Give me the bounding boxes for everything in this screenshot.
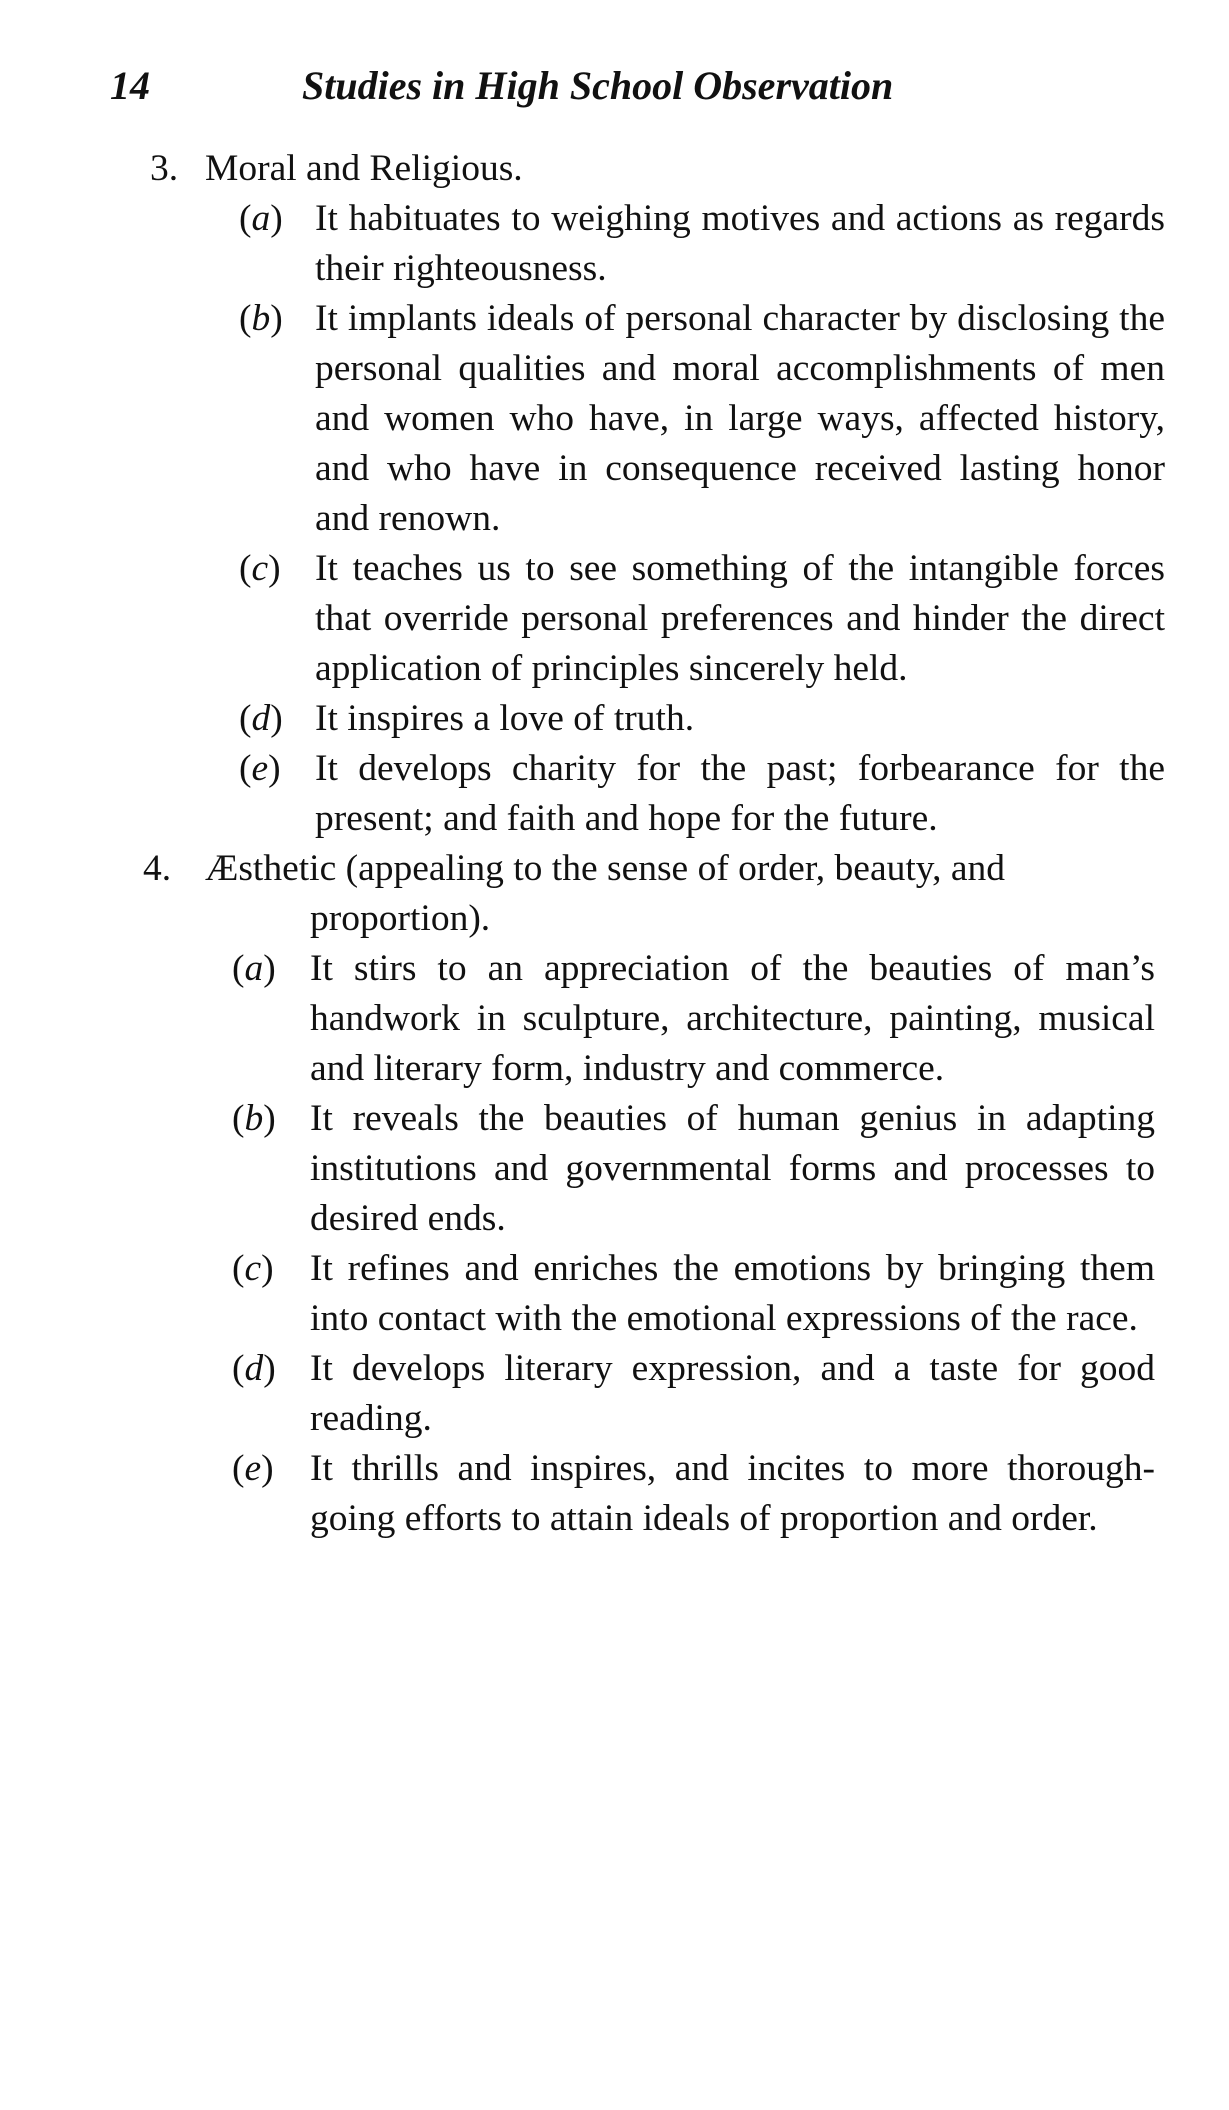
item-text: It implants ideals of personal character by disclosing the personal qualities and moral accomplishments of men and women who have, in large ways, affected history, and who have in consequence received lasting honor and renown.: [315, 298, 1165, 539]
item-label: (b): [232, 1098, 276, 1139]
item-text: It thrills and inspires, and incites to more thorough-going efforts to attain ideals of proportion and order.: [310, 1448, 1155, 1539]
list-item: [239, 294, 1165, 544]
item-label: (b): [239, 298, 283, 339]
item-label: (e): [239, 748, 281, 789]
item-text: It develops charity for the past; forbearance for the present; and faith and hope for the future.: [315, 748, 1165, 839]
section-number: 3.: [150, 148, 179, 189]
item-label: (c): [232, 1248, 274, 1289]
item-label: (a): [239, 198, 283, 239]
list-item: [232, 1244, 1155, 1344]
section-aesthetic: [0, 844, 1165, 1544]
list-item: [232, 944, 1155, 1094]
item-text: It develops literary expression, and a taste for good reading.: [310, 1348, 1155, 1439]
running-title: Studies in High School Observation: [302, 63, 894, 108]
list-item: [232, 1444, 1155, 1544]
item-text: It refines and enriches the emotions by bringing them into contact with the emotional expressions of the race.: [310, 1248, 1155, 1339]
item-label: (c): [239, 548, 281, 589]
item-label: (d): [239, 698, 283, 739]
section-heading: Æsthetic (appealing to the sense of order, beauty, and proportion).: [205, 848, 1005, 939]
page-number: 14: [110, 63, 150, 108]
item-text: It teaches us to see something of the intangible forces that override personal preferences and hinder the direct application of principles sincerely held.: [315, 548, 1165, 689]
list-item: [232, 1344, 1155, 1444]
item-text: It habituates to weighing motives and actions as regards their righteousness.: [315, 198, 1165, 289]
list-item: [239, 544, 1165, 694]
running-head: [110, 56, 1110, 116]
body-text: [0, 144, 1229, 1544]
section-moral-religious: [0, 144, 1165, 844]
list-item: [239, 744, 1165, 844]
list-item: [239, 194, 1165, 294]
item-text: It stirs to an appreciation of the beauties of man’s handwork in sculpture, architecture, painting, musical and literary form, industry and commerce.: [310, 948, 1155, 1089]
section-heading: Moral and Religious.: [205, 148, 523, 189]
list-item: [239, 694, 1165, 744]
item-label: (d): [232, 1348, 276, 1389]
item-label: (a): [232, 948, 276, 989]
list-item: [232, 1094, 1155, 1244]
item-text: It inspires a love of truth.: [315, 698, 695, 739]
item-text: It reveals the beauties of human genius in adapting institutions and governmental forms and processes to desired ends.: [310, 1098, 1155, 1239]
section-number: 4.: [143, 848, 172, 889]
item-label: (e): [232, 1448, 274, 1489]
